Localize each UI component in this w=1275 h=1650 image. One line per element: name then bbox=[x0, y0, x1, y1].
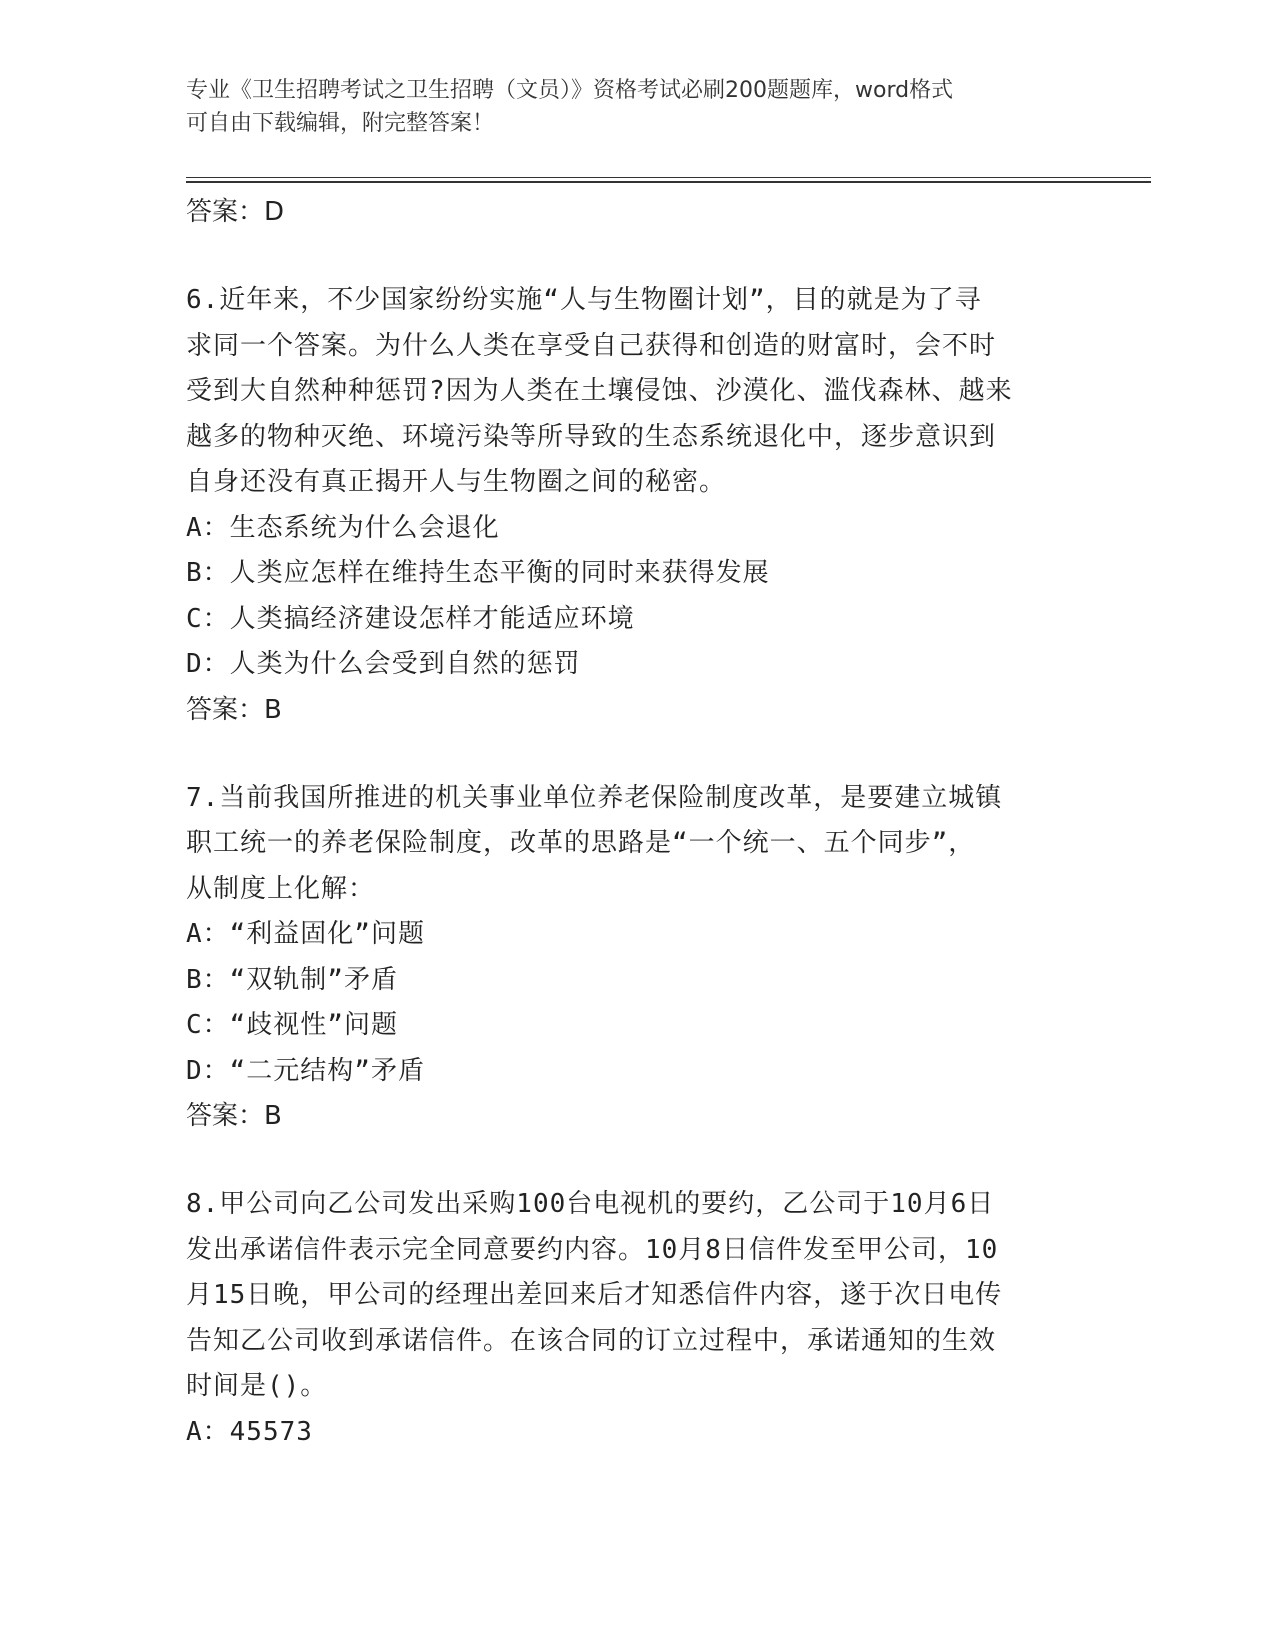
question-text bbox=[186, 776, 1066, 913]
header-line-2: 可自由下载编辑，附完整答案！ bbox=[186, 111, 495, 136]
spacer bbox=[186, 1138, 1066, 1182]
document-body bbox=[186, 190, 1066, 1455]
question-line: 越多的物种灭绝、环境污染等所导致的生态系统退化中，逐步意识到 bbox=[186, 421, 997, 452]
question-7 bbox=[186, 776, 1066, 1139]
header-line-1: 专业《卫生招聘考试之卫生招聘（文员）》资格考试必刷200题题库，word格式 bbox=[186, 78, 954, 103]
answer: 答案：B bbox=[186, 694, 282, 725]
option-c: C：“歧视性”问题 bbox=[186, 1010, 398, 1040]
answer: 答案：B bbox=[186, 1101, 282, 1131]
question-line: 从制度上化解： bbox=[186, 873, 376, 904]
question-line: 告知乙公司收到承诺信件。在该合同的订立过程中，承诺通知的生效 bbox=[186, 1325, 997, 1356]
question-line: 自身还没有真正揭开人与生物圈之间的秘密。 bbox=[186, 467, 727, 497]
option-a: A：生态系统为什么会退化 bbox=[186, 512, 500, 543]
option-b: B：“双轨制”矛盾 bbox=[186, 964, 398, 995]
spacer bbox=[186, 234, 1066, 278]
option-a: A：45573 bbox=[186, 1416, 313, 1447]
spacer bbox=[186, 732, 1066, 776]
option-d: D：人类为什么会受到自然的惩罚 bbox=[186, 649, 581, 679]
question-line: 职工统一的养老保险制度，改革的思路是“一个统一、五个同步”， bbox=[186, 828, 976, 858]
question-line: 6.近年来，不少国家纷纷实施“人与生物圈计划”，目的就是为了寻 bbox=[186, 285, 982, 315]
option-d: D：“二元结构”矛盾 bbox=[186, 1055, 425, 1086]
question-text bbox=[186, 278, 1066, 506]
question-line: 时间是()。 bbox=[186, 1371, 328, 1401]
option-c: C：人类搞经济建设怎样才能适应环境 bbox=[186, 603, 635, 634]
question-text bbox=[186, 1182, 1066, 1410]
question-line: 受到大自然种种惩罚?因为人类在土壤侵蚀、沙漠化、滥伐森林、越来 bbox=[186, 376, 1013, 406]
option-a: A：“利益固化”问题 bbox=[186, 919, 425, 949]
answer-prev: 答案：D bbox=[186, 197, 285, 227]
question-8 bbox=[186, 1182, 1066, 1455]
question-line: 7.当前我国所推进的机关事业单位养老保险制度改革，是要建立城镇 bbox=[186, 782, 1003, 813]
option-b: B：人类应怎样在维持生态平衡的同时来获得发展 bbox=[186, 558, 770, 588]
question-line: 求同一个答案。为什么人类在享受自己获得和创造的财富时，会不时 bbox=[186, 330, 997, 361]
question-6 bbox=[186, 278, 1066, 732]
question-line: 月15日晚，甲公司的经理出差回来后才知悉信件内容，遂于次日电传 bbox=[186, 1280, 1003, 1310]
document-header bbox=[186, 74, 1066, 140]
question-line: 发出承诺信件表示完全同意要约内容。10月8日信件发至甲公司，10 bbox=[186, 1234, 999, 1265]
header-rule-top bbox=[186, 177, 1151, 178]
header-rule-bottom bbox=[186, 181, 1151, 183]
question-line: 8.甲公司向乙公司发出采购100台电视机的要约，乙公司于10月6日 bbox=[186, 1189, 995, 1219]
